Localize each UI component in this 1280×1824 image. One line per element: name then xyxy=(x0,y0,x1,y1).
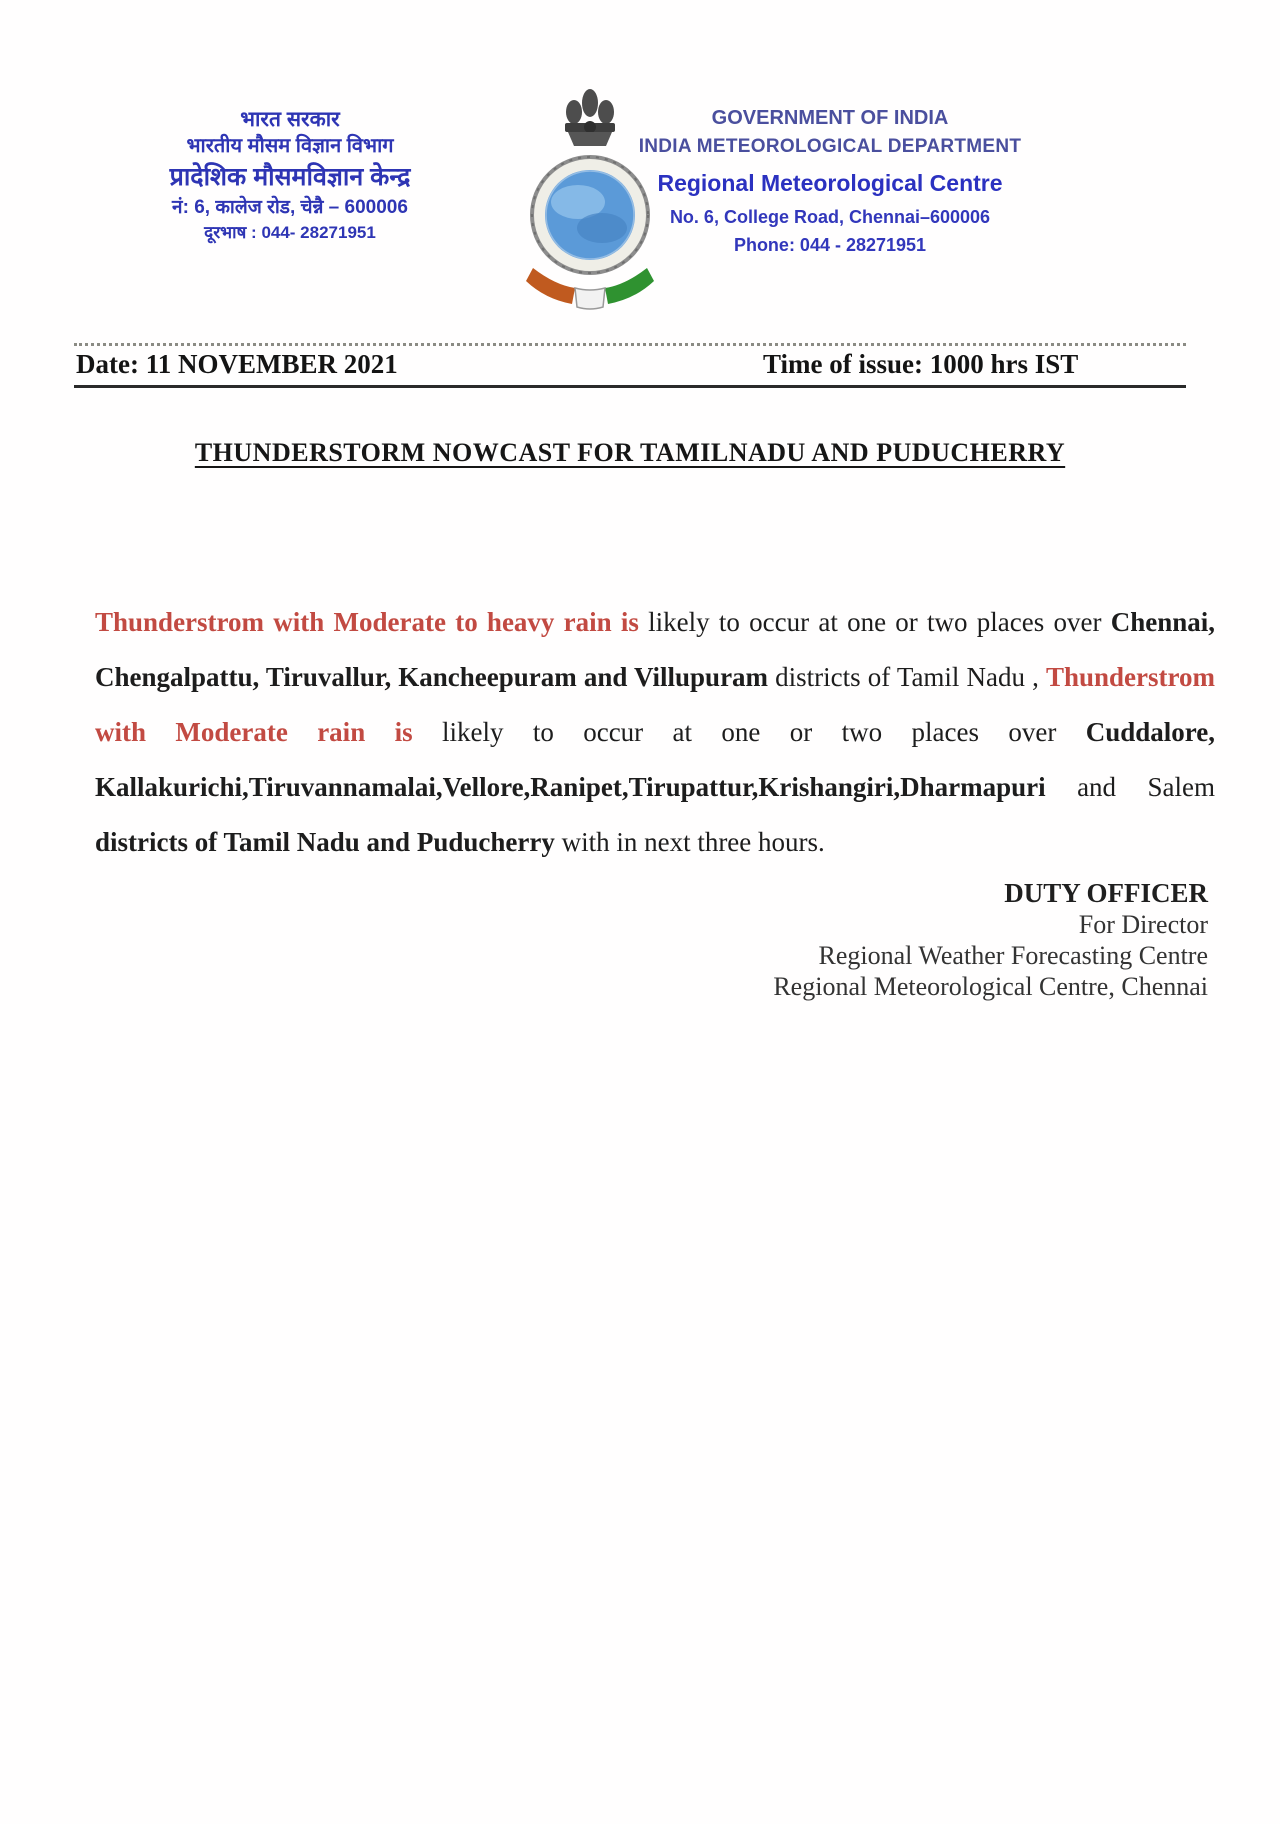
imd-dept-line: INDIA METEOROLOGICAL DEPARTMENT xyxy=(638,136,1022,157)
letterhead-hindi xyxy=(130,106,450,245)
letterhead-english xyxy=(615,104,1045,258)
validity-text: with in next three hours. xyxy=(554,827,825,857)
warning-moderate-rain-text: Thunderstrom with Moderate rain is xyxy=(95,662,1215,747)
hindi-address-line: नं: 6, कालेज रोड, चेन्नै – 600006 xyxy=(172,196,408,218)
bulletin-title: THUNDERSTORM NOWCAST FOR TAMILNADU AND PUDUCHERRY xyxy=(194,438,1066,467)
ribbon-green xyxy=(605,268,654,304)
address-line: No. 6, College Road, Chennai–600006 xyxy=(669,206,991,227)
issue-time: Time of issue: 1000 hrs IST xyxy=(763,349,1079,379)
hindi-phone-line: दूरभाष : 044- 28271951 xyxy=(204,223,376,243)
districts-moderate-rain-list: Cuddalore, Kallakurichi,Tiruvannamalai,Vellore,Ranipet,Tirupattur,Krishangiri,Dharmapuri xyxy=(95,717,1215,802)
regional-centre-line: Regional Meteorological Centre xyxy=(657,169,1003,196)
nowcast-paragraph xyxy=(95,595,1215,870)
signature-block xyxy=(508,878,1208,1002)
for-director-line: For Director xyxy=(1078,910,1208,939)
hindi-centre-line: प्रादेशिक मौसमविज्ञान केन्द्र xyxy=(169,163,411,192)
ashoka-lion-capital-icon xyxy=(565,89,615,146)
districts-heavy-rain-list: Chennai, Chengalpattu, Tiruvallur, Kancheepuram and Villupuram xyxy=(95,607,1215,692)
hindi-govt-line: भारत सरकार xyxy=(240,108,340,131)
issue-date: Date: 11 NOVEMBER 2021 xyxy=(76,349,398,379)
govt-of-india-line: GOVERNMENT OF INDIA xyxy=(711,107,949,129)
body-text: districts of Tamil Nadu , xyxy=(768,662,1046,692)
districts-region-text: districts of Tamil Nadu and Puducherry xyxy=(95,827,555,857)
date-band-bottom-rule xyxy=(74,385,1186,388)
phone-line: Phone: 044 - 28271951 xyxy=(733,234,927,255)
ribbon-saffron xyxy=(526,268,575,304)
forecasting-centre-line: Regional Weather Forecasting Centre xyxy=(818,941,1208,970)
met-centre-line: Regional Meteorological Centre, Chennai xyxy=(773,972,1208,1001)
body-text: likely to occur at one or two places over xyxy=(412,717,1086,747)
body-text: and Salem xyxy=(1045,772,1215,802)
warning-heavy-rain-text: Thunderstrom with Moderate to heavy rain is xyxy=(95,607,639,637)
body-text: likely to occur at one or two places over xyxy=(638,607,1111,637)
duty-officer-line: DUTY OFFICER xyxy=(1004,878,1208,908)
hindi-dept-line: भारतीय मौसम विज्ञान विभाग xyxy=(186,135,394,158)
date-band-top-rule xyxy=(74,343,1186,346)
ribbon-white xyxy=(575,288,605,309)
